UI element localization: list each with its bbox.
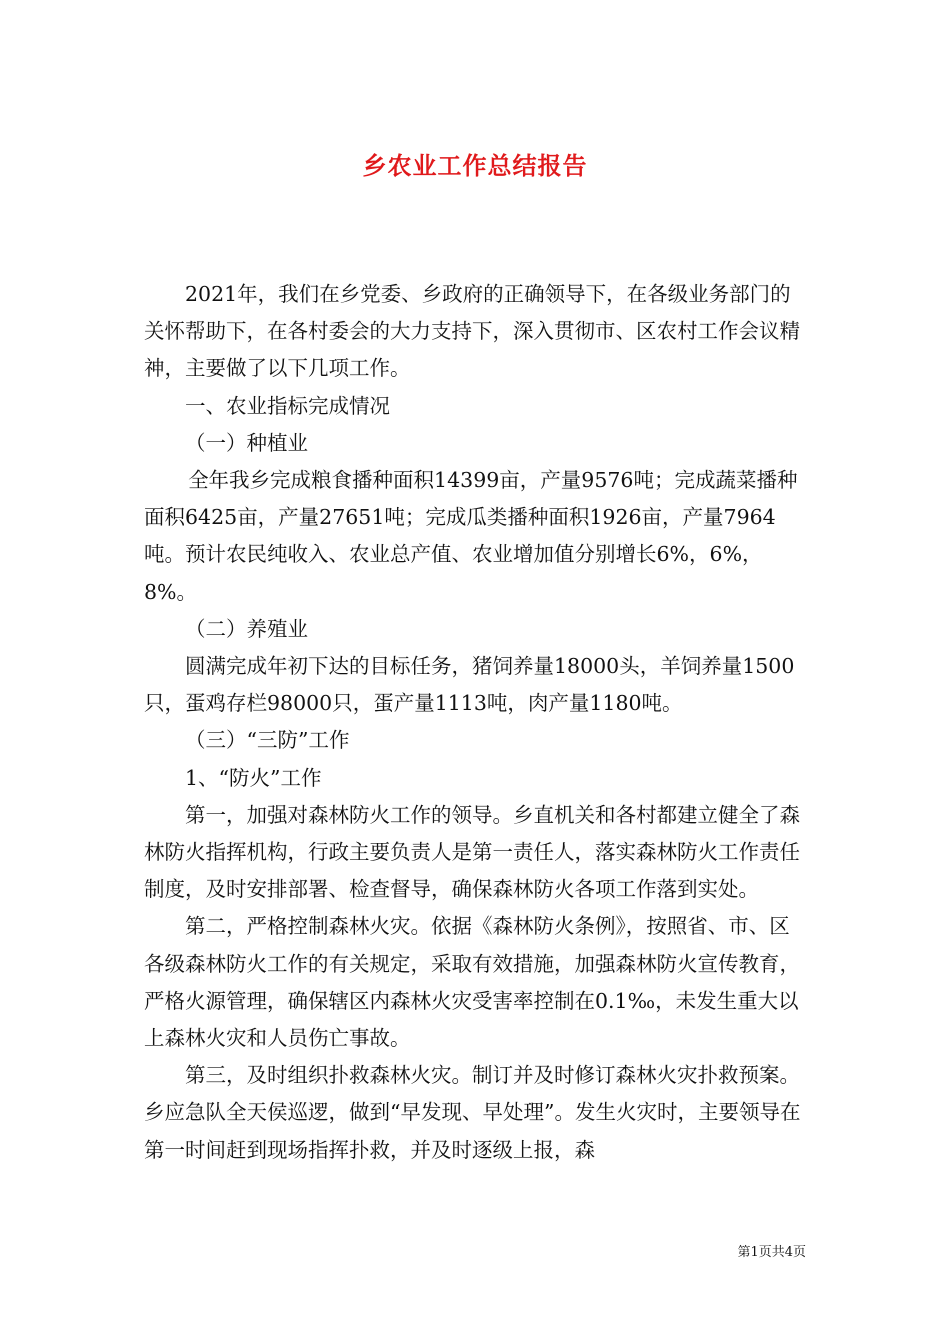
subheading-breeding: （二）养殖业	[185, 616, 308, 641]
paragraph-first-point: 第一，加强对森林防火工作的领导。乡直机关和各村都建立健全了森林防火指挥机构，行政主要负责人是第一责任人，落实森林防火工作责任制度，及时安排部署、检查督导，确保森林防火各项工作落到实处。	[144, 802, 800, 902]
paragraph-second-point: 第二，严格控制森林火灾。依据《森林防火条例》，按照省、市、区各级森林防火工作的有关规定，采取有效措施，加强森林防火宣传教育，严格火源管理，确保辖区内森林火灾受害率控制在0.1‰，未发生重大以上森林火灾和人员伤亡事故。	[144, 914, 800, 1051]
paragraph-planting: 全年我乡完成粮食播种面积14399亩，产量9576吨；完成蔬菜播种面积6425亩，产量27651吨；完成瓜类播种面积1926亩，产量7964吨。预计农民纯收入、农业总产值、农业增加值分别增长6%，6%，8%。	[144, 468, 798, 604]
paragraph-intro: 2021年，我们在乡党委、乡政府的正确领导下，在各级业务部门的关怀帮助下，在各村委会的大力支持下，深入贯彻市、区农村工作会议精神，主要做了以下几项工作。	[144, 282, 800, 381]
page-number-footer: 第1页共4页	[737, 1245, 806, 1260]
subheading-fire-prevention: 1、“防火”工作	[185, 765, 322, 790]
subheading-planting: （一）种植业	[185, 430, 308, 455]
document-title: 乡农业工作总结报告	[362, 151, 588, 181]
subheading-three-prevention: （三）“三防”工作	[185, 728, 350, 753]
heading-agri-indicators: 一、农业指标完成情况	[185, 393, 390, 418]
paragraph-breeding: 圆满完成年初下达的目标任务，猪饲养量18000头，羊饲养量1500只，蛋鸡存栏98000只，蛋产量1113吨，肉产量1180吨。	[144, 654, 795, 716]
document-body	[144, 276, 810, 1169]
paragraph-third-point: 第三，及时组织扑救森林火灾。制订并及时修订森林火灾扑救预案。乡应急队全天侯巡逻，做到“早发现、早处理”。发生火灾时，主要领导在第一时间赶到现场指挥扑救，并及时逐级上报，森	[144, 1063, 801, 1162]
